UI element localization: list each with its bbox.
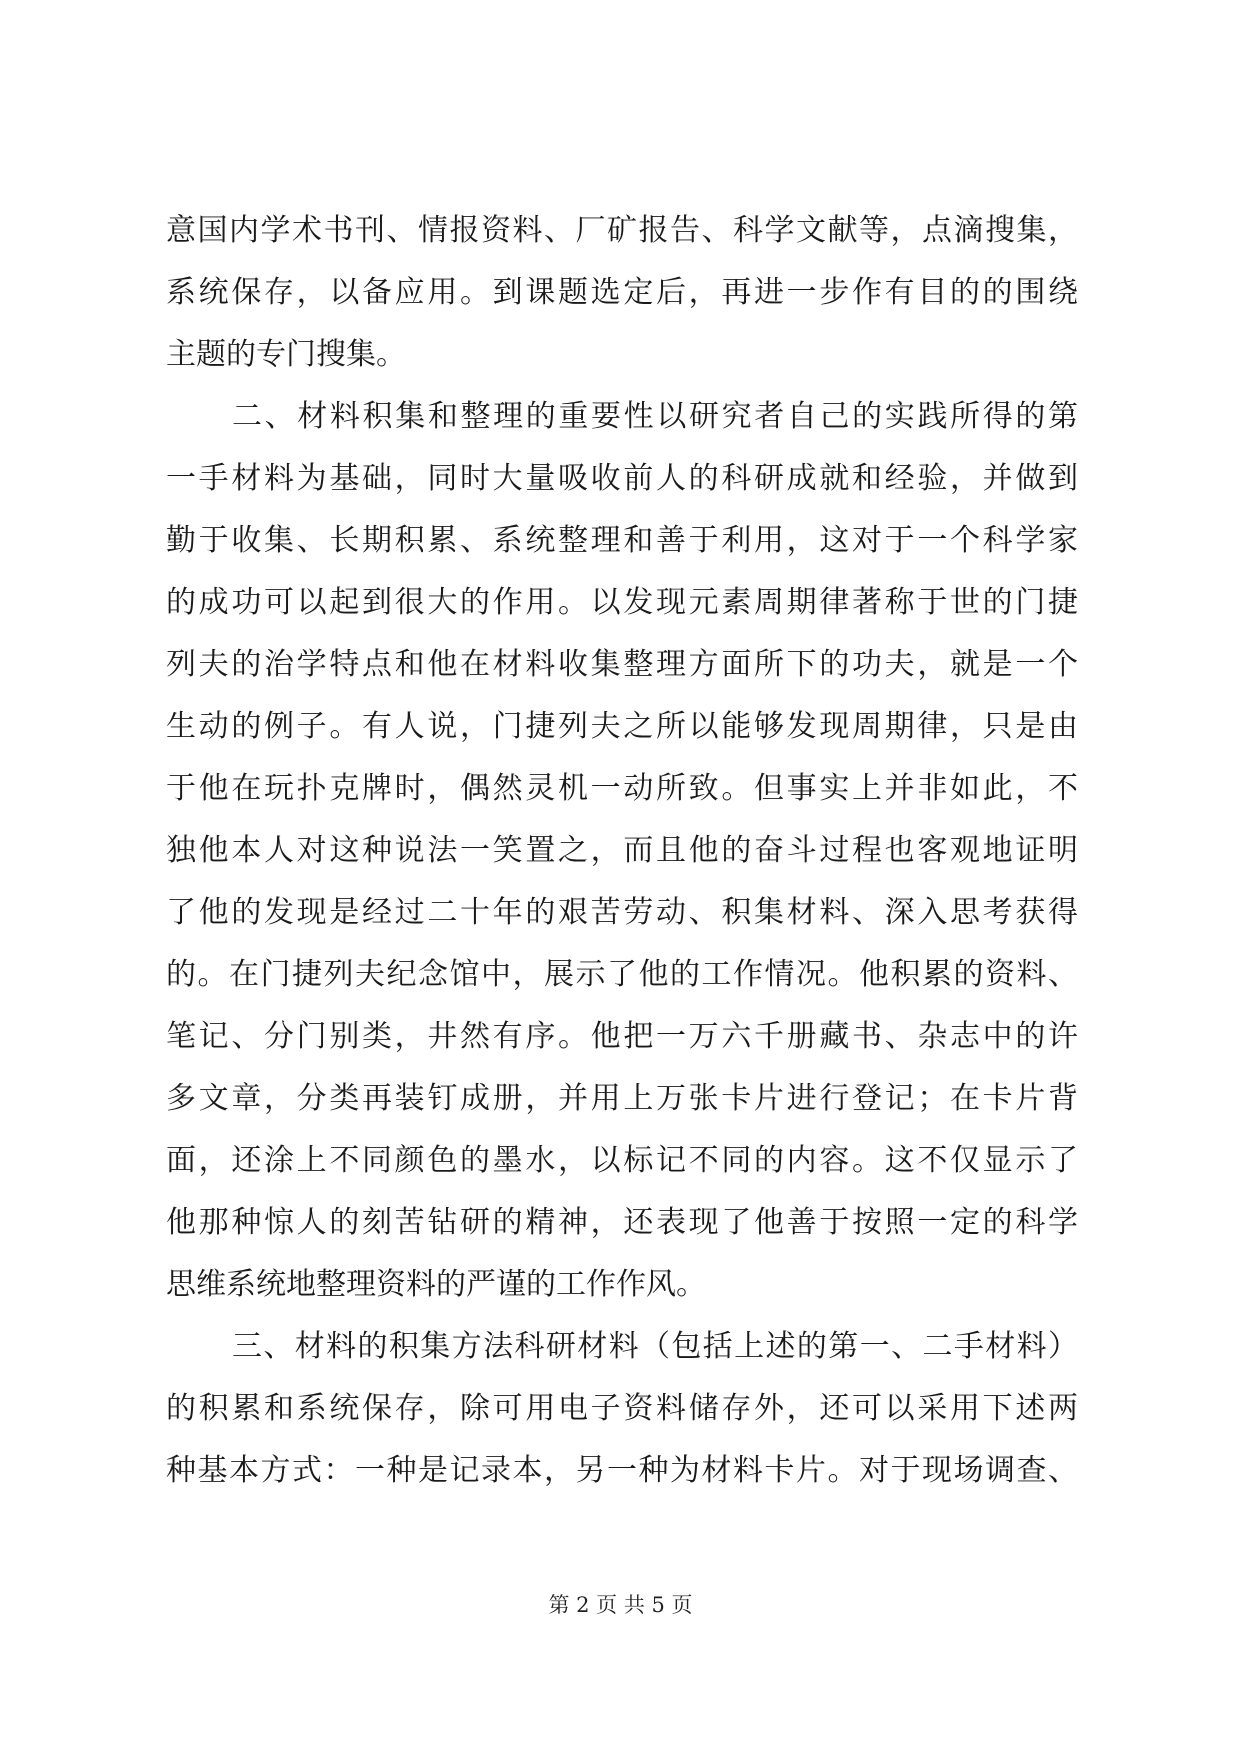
text-line-14: 笔记、分门别类，井然有序。他把一万六千册藏书、杂志中的许 xyxy=(166,1019,1078,1054)
text-line-7: 的成功可以起到很大的作用。以发现元素周期律著称于世的门捷 xyxy=(166,585,1078,620)
text-line-16: 面，还涂上不同颜色的墨水，以标记不同的内容。这不仅显示了 xyxy=(166,1143,1078,1178)
text-line-5: 一手材料为基础，同时大量吸收前人的科研成就和经验，并做到 xyxy=(166,461,1078,496)
text-line-6: 勤于收集、长期积累、系统整理和善于利用，这对于一个科学家 xyxy=(166,523,1078,558)
text-line-20: 的积累和系统保存，除可用电子资料储存外，还可以采用下述两 xyxy=(166,1391,1078,1426)
text-line-10: 于他在玩扑克牌时，偶然灵机一动所致。但事实上并非如此，不 xyxy=(166,771,1078,806)
text-line-9: 生动的例子。有人说，门捷列夫之所以能够发现周期律，只是由 xyxy=(166,709,1078,744)
text-line-3: 主题的专门搜集。 xyxy=(166,337,406,372)
page-number-footer: 第 2 页 共 5 页 xyxy=(548,1593,693,1617)
text-line-13: 的。在门捷列夫纪念馆中，展示了他的工作情况。他积累的资料、 xyxy=(166,957,1078,992)
section-2-heading-line: 二、材料积集和整理的重要性以研究者自己的实践所得的第 xyxy=(232,399,1078,434)
text-line-11: 独他本人对这种说法一笑置之，而且他的奋斗过程也客观地证明 xyxy=(166,833,1078,868)
text-line-12: 了他的发现是经过二十年的艰苦劳动、积集材料、深入思考获得 xyxy=(166,895,1078,930)
text-line-1: 意国内学术书刊、情报资料、厂矿报告、科学文献等，点滴搜集， xyxy=(166,213,1078,248)
text-line-2: 系统保存，以备应用。到课题选定后，再进一步作有目的的围绕 xyxy=(166,275,1078,310)
text-line-8: 列夫的治学特点和他在材料收集整理方面所下的功夫，就是一个 xyxy=(166,647,1078,682)
section-3-heading-line: 三、材料的积集方法科研材料（包括上述的第一、二手材料） xyxy=(232,1329,1078,1364)
text-line-18: 思维系统地整理资料的严谨的工作作风。 xyxy=(166,1267,706,1302)
text-line-21: 种基本方式：一种是记录本，另一种为材料卡片。对于现场调查、 xyxy=(166,1453,1078,1488)
text-line-15: 多文章，分类再装钉成册，并用上万张卡片进行登记；在卡片背 xyxy=(166,1081,1078,1116)
text-line-17: 他那种惊人的刻苦钻研的精神，还表现了他善于按照一定的科学 xyxy=(166,1205,1078,1240)
